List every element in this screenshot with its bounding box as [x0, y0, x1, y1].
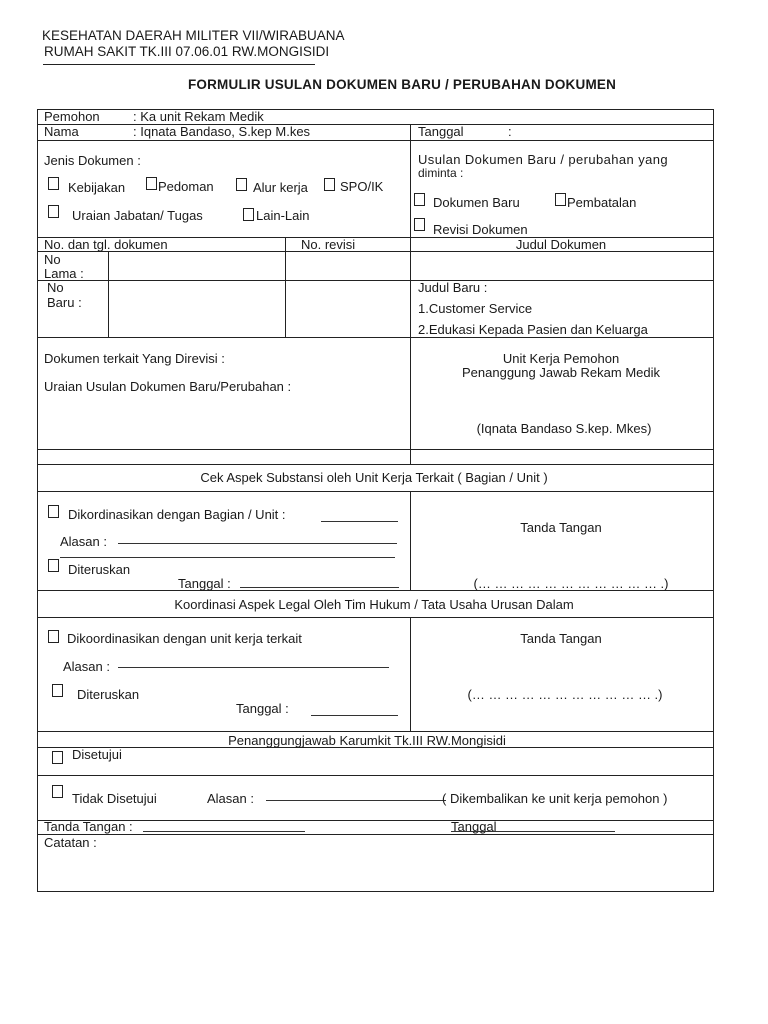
tanggal-karumkit-field[interactable]	[451, 831, 615, 832]
tanggal-colon[interactable]: :	[508, 124, 512, 139]
lain-lain-label: Lain-Lain	[256, 208, 310, 223]
lain-lain-checkbox[interactable]	[243, 208, 254, 221]
no-lama-label-2: Lama :	[44, 266, 84, 281]
no-lama-label-1: No	[44, 252, 61, 267]
dikordinasikan-checkbox[interactable]	[48, 505, 59, 518]
alasan-substansi-field-2[interactable]	[60, 557, 395, 558]
jenis-dokumen-label: Jenis Dokumen :	[44, 153, 141, 168]
karumkit-heading: Penanggungjawab Karumkit Tk.III RW.Mongisidi	[228, 733, 506, 748]
tanda-tangan-karumkit-field[interactable]	[143, 831, 305, 832]
dokumen-baru-checkbox[interactable]	[414, 193, 425, 206]
disetujui-checkbox[interactable]	[52, 751, 63, 764]
alasan-karumkit-label: Alasan :	[207, 791, 254, 806]
signatory-name: (Iqnata Bandaso S.kep. Mkes)	[476, 421, 652, 436]
tanda-tangan-legal-label: Tanda Tangan	[520, 631, 602, 646]
tanggal-karumkit-label: Tanggal	[451, 819, 497, 834]
substansi-heading: Cek Aspek Substansi oleh Unit Kerja Terkait ( Bagian / Unit )	[200, 470, 548, 485]
alasan-karumkit-field[interactable]	[266, 800, 446, 801]
unit-kerja-pemohon: Unit Kerja Pemohon	[502, 351, 620, 366]
kebijakan-label: Kebijakan	[68, 180, 126, 195]
pemohon-value: : Ka unit Rekam Medik	[133, 109, 264, 124]
alasan-substansi-field-1[interactable]	[118, 543, 397, 544]
spo-checkbox[interactable]	[324, 178, 335, 191]
spo-label: SPO/IK	[340, 179, 384, 194]
diteruskan-substansi-checkbox[interactable]	[48, 559, 59, 572]
dokumen-terkait-label: Dokumen terkait Yang Direvisi :	[44, 351, 225, 366]
alur-kerja-label: Alur kerja	[253, 180, 308, 195]
alasan-legal-label: Alasan :	[63, 659, 110, 674]
usulan-label-line1: Usulan Dokumen Baru / perubahan yang	[418, 152, 668, 167]
kebijakan-checkbox[interactable]	[48, 177, 59, 190]
nama-label: Nama	[44, 124, 79, 139]
header-org-line1: KESEHATAN DAERAH MILITER VII/WIRABUANA	[42, 28, 345, 43]
nama-value: : Iqnata Bandaso, S.kep M.kes	[133, 124, 311, 139]
dikoordinasikan-legal-label: Dikoordinasikan dengan unit kerja terkait	[67, 631, 302, 646]
tanggal-legal-label: Tanggal :	[236, 701, 289, 716]
sign-placeholder-legal[interactable]: (… … … … … … … … … … … .)	[467, 687, 663, 702]
tanggal-substansi-field[interactable]	[240, 587, 399, 588]
col-no-revisi: No. revisi	[301, 237, 356, 252]
no-baru-label-1: No	[47, 280, 64, 295]
penanggung-jawab-label: Penanggung Jawab Rekam Medik	[461, 365, 661, 380]
judul-item-2: 2.Edukasi Kepada Pasien dan Keluarga	[418, 322, 648, 337]
alasan-legal-field[interactable]	[118, 667, 389, 668]
judul-item-1: 1.Customer Service	[418, 301, 533, 316]
sign-placeholder-substansi[interactable]: (… … … … … … … … … … … .)	[473, 576, 669, 591]
tanggal-substansi-label: Tanggal :	[178, 576, 231, 591]
pedoman-checkbox[interactable]	[146, 177, 157, 190]
judul-baru-label: Judul Baru :	[418, 280, 488, 295]
catatan-label: Catatan :	[44, 835, 97, 850]
pembatalan-label: Pembatalan	[567, 195, 637, 210]
dikoordinasikan-legal-checkbox[interactable]	[48, 630, 59, 643]
alur-kerja-checkbox[interactable]	[236, 178, 247, 191]
pedoman-label: Pedoman	[158, 179, 214, 194]
catatan-field[interactable]	[38, 850, 713, 890]
tanda-tangan-substansi-label: Tanda Tangan	[520, 520, 602, 535]
diteruskan-legal-label: Diteruskan	[77, 687, 140, 702]
legal-heading: Koordinasi Aspek Legal Oleh Tim Hukum / Tata Usaha Urusan Dalam	[174, 597, 574, 612]
tidak-disetujui-checkbox[interactable]	[52, 785, 63, 798]
col-no-tgl-dokumen: No. dan tgl. dokumen	[44, 237, 168, 252]
alasan-substansi-label: Alasan :	[60, 534, 107, 549]
diteruskan-legal-checkbox[interactable]	[52, 684, 63, 697]
diteruskan-substansi-label: Diteruskan	[68, 562, 131, 577]
tanggal-legal-field[interactable]	[311, 715, 398, 716]
header-underline	[43, 64, 315, 65]
col-judul-dokumen: Judul Dokumen	[515, 237, 607, 252]
tidak-disetujui-label: Tidak Disetujui	[72, 791, 157, 806]
uraian-jabatan-label: Uraian Jabatan/ Tugas	[72, 208, 203, 223]
uraian-usulan-label: Uraian Usulan Dokumen Baru/Perubahan :	[44, 379, 292, 394]
form-title: FORMULIR USULAN DOKUMEN BARU / PERUBAHAN DOKUMEN	[187, 77, 617, 92]
pembatalan-checkbox[interactable]	[555, 193, 566, 206]
tanggal-label: Tanggal	[418, 124, 464, 139]
usulan-label-line2: diminta :	[418, 166, 464, 180]
dokumen-baru-label: Dokumen Baru	[433, 195, 520, 210]
header-org-line2: RUMAH SAKIT TK.III 07.06.01 RW.MONGISIDI	[44, 44, 330, 59]
dikordinasikan-unit-field[interactable]	[321, 521, 398, 522]
dikordinasikan-label: Dikordinasikan dengan Bagian / Unit :	[68, 507, 286, 522]
revisi-dokumen-checkbox[interactable]	[414, 218, 425, 231]
no-baru-label-2: Baru :	[47, 295, 82, 310]
dikembalikan-note: ( Dikembalikan ke unit kerja pemohon )	[442, 791, 668, 806]
uraian-jabatan-checkbox[interactable]	[48, 205, 59, 218]
disetujui-label: Disetujui	[72, 747, 122, 762]
tanda-tangan-karumkit-label: Tanda Tangan :	[44, 819, 133, 834]
pemohon-label: Pemohon	[44, 109, 100, 124]
revisi-dokumen-label: Revisi Dokumen	[433, 222, 528, 237]
